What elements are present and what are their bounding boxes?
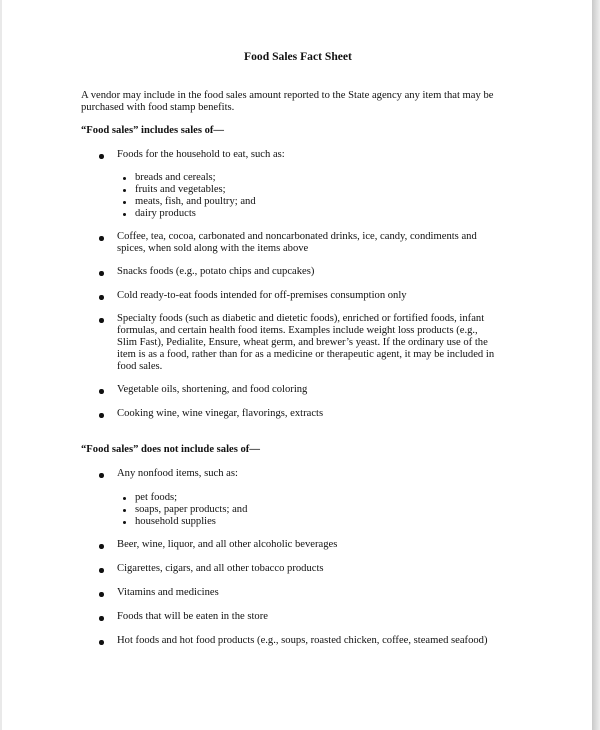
bullet-icon [99,295,104,300]
bullet-icon [99,544,104,549]
list-item: Any nonfood items, such as: [117,468,238,479]
bullet-icon [99,154,104,159]
bullet-icon [99,318,104,323]
list-item: spices, when sold along with the items above [117,243,309,254]
list-item: Snacks foods (e.g., potato chips and cupcakes) [117,266,315,277]
bullet-icon [99,640,104,645]
list-item: Beer, wine, liquor, and all other alcoholic beverages [117,539,338,550]
list-item: Foods that will be eaten in the store [117,611,268,622]
bullet-icon [99,568,104,573]
list-item: Specialty foods (such as diabetic and dietetic foods), enriched or fortified foods, infant [117,313,485,324]
bullet-icon [99,473,104,478]
sub-list-item: breads and cereals; [135,172,216,183]
bullet-icon [99,271,104,276]
list-item: food sales. [117,361,163,372]
page-title: Food Sales Fact Sheet [244,50,352,63]
list-item: Vegetable oils, shortening, and food coloring [117,384,308,395]
intro-line: purchased with food stamp benefits. [81,102,235,113]
list-item: Foods for the household to eat, such as: [117,149,285,160]
list-item: item is as a food, rather than for as a medicine or therapeutic agent, it may be included in [117,349,495,360]
bullet-icon [99,413,104,418]
bullet-icon [99,389,104,394]
section-heading-excludes: “Food sales” does not include sales of— [81,444,260,455]
list-item: formulas, and certain health food items. Examples include weight loss products (e.g., [117,325,478,336]
sub-list-item: soaps, paper products; and [135,504,248,515]
bullet-icon [99,236,104,241]
list-item: Hot foods and hot food products (e.g., soups, roasted chicken, coffee, steamed seafood) [117,635,488,646]
bullet-icon [99,592,104,597]
list-item: Cold ready-to-eat foods intended for off-premises consumption only [117,290,407,301]
sub-list-item: pet foods; [135,492,178,503]
sub-list-item: household supplies [135,516,216,527]
sub-list-item: fruits and vegetables; [135,184,226,195]
page-shadow [592,0,600,730]
intro-line: A vendor may include in the food sales amount reported to the State agency any item that may be [81,90,494,101]
section-heading-includes: “Food sales” includes sales of— [81,125,225,136]
list-item: Cooking wine, wine vinegar, flavorings, extracts [117,408,324,419]
list-item: Vitamins and medicines [117,587,219,598]
list-item: Slim Fast), Pedialite, Ensure, wheat germ, and brewer’s yeast. If the ordinary use of the [117,337,488,348]
list-item: Coffee, tea, cocoa, carbonated and noncarbonated drinks, ice, candy, condiments and [117,231,477,242]
bullet-icon [99,616,104,621]
sub-list-item: dairy products [135,208,196,219]
list-item: Cigarettes, cigars, and all other tobacco products [117,563,324,574]
sub-list-item: meats, fish, and poultry; and [135,196,256,207]
